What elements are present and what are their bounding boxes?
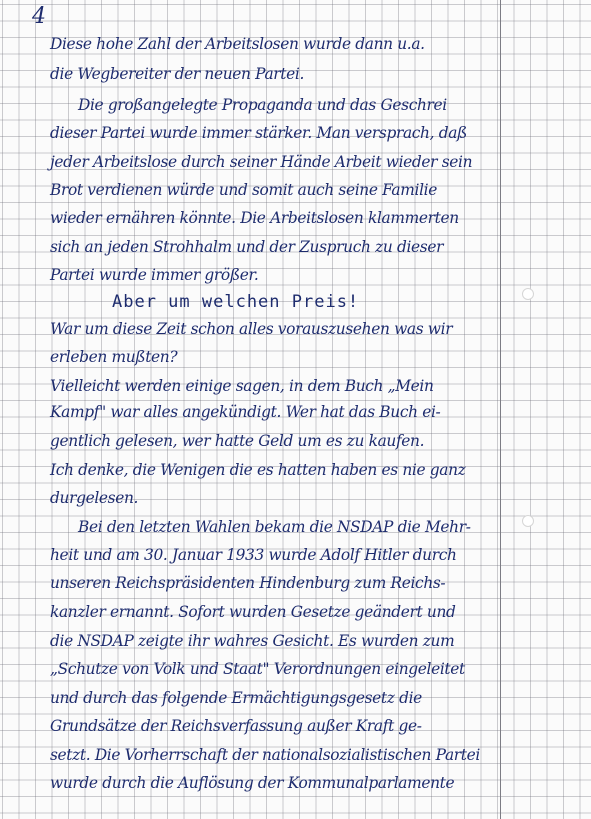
punch-hole <box>522 288 534 300</box>
text-line: dieser Partei wurde immer stärker. Man versprach, daß <box>50 124 467 142</box>
text-line: Ich denke, die Wenigen die es hatten haben es nie ganz <box>50 461 466 479</box>
text-line: gentlich gelesen, wer hatte Geld um es zu kaufen. <box>50 432 425 450</box>
text-line: und durch das folgende Ermächtigungsgesetz die <box>50 689 422 707</box>
text-line: die Wegbereiter der neuen Partei. <box>50 65 304 83</box>
text-line: Kampf" war alles angekündigt. Wer hat das Buch ei- <box>50 403 441 421</box>
text-line: erleben mußten? <box>50 348 178 366</box>
text-line: wieder ernähren könnte. Die Arbeitslosen klammerten <box>50 209 459 227</box>
text-line: heit und am 30. Januar 1933 wurde Adolf Hitler durch <box>50 546 457 564</box>
text-line: durgelesen. <box>50 489 139 507</box>
text-line: wurde durch die Auflösung der Kommunalparlamente <box>50 774 455 792</box>
page-number: 4 <box>32 4 46 29</box>
punch-hole <box>522 515 534 527</box>
text-line: Diese hohe Zahl der Arbeitslosen wurde dann u.a. <box>50 35 425 53</box>
text-line: setzt. Die Vorherrschaft der nationalsozialistischen Partei <box>50 746 480 764</box>
text-line: Bei den letzten Wahlen bekam die NSDAP die Mehr- <box>78 518 471 536</box>
text-line: Vielleicht werden einige sagen, in dem Buch „Mein <box>50 377 434 395</box>
margin-line <box>500 0 501 819</box>
text-line: unseren Reichspräsidenten Hindenburg zum Reichs- <box>50 574 446 592</box>
text-line: die NSDAP zeigte ihr wahres Gesicht. Es wurden zum <box>50 632 455 650</box>
text-line: kanzler ernannt. Sofort wurden Gesetze geändert und <box>50 603 456 621</box>
text-line: Die großangelegte Propaganda und das Geschrei <box>78 96 447 114</box>
text-line: War um diese Zeit schon alles vorauszusehen was wir <box>50 320 453 338</box>
text-line: Brot verdienen würde und somit auch seine Familie <box>50 181 437 199</box>
text-line: jeder Arbeitslose durch seiner Hände Arbeit wieder sein <box>50 153 473 171</box>
text-line: „Schutze von Volk und Staat" Verordnungen eingeleitet <box>50 660 465 678</box>
text-line-emphasis: Aber um welchen Preis! <box>112 292 360 312</box>
text-line: Grundsätze der Reichsverfassung außer Kraft ge- <box>50 717 422 735</box>
text-line: sich an jeden Strohhalm und der Zuspruch zu dieser <box>50 238 444 256</box>
text-line: Partei wurde immer größer. <box>50 266 259 284</box>
